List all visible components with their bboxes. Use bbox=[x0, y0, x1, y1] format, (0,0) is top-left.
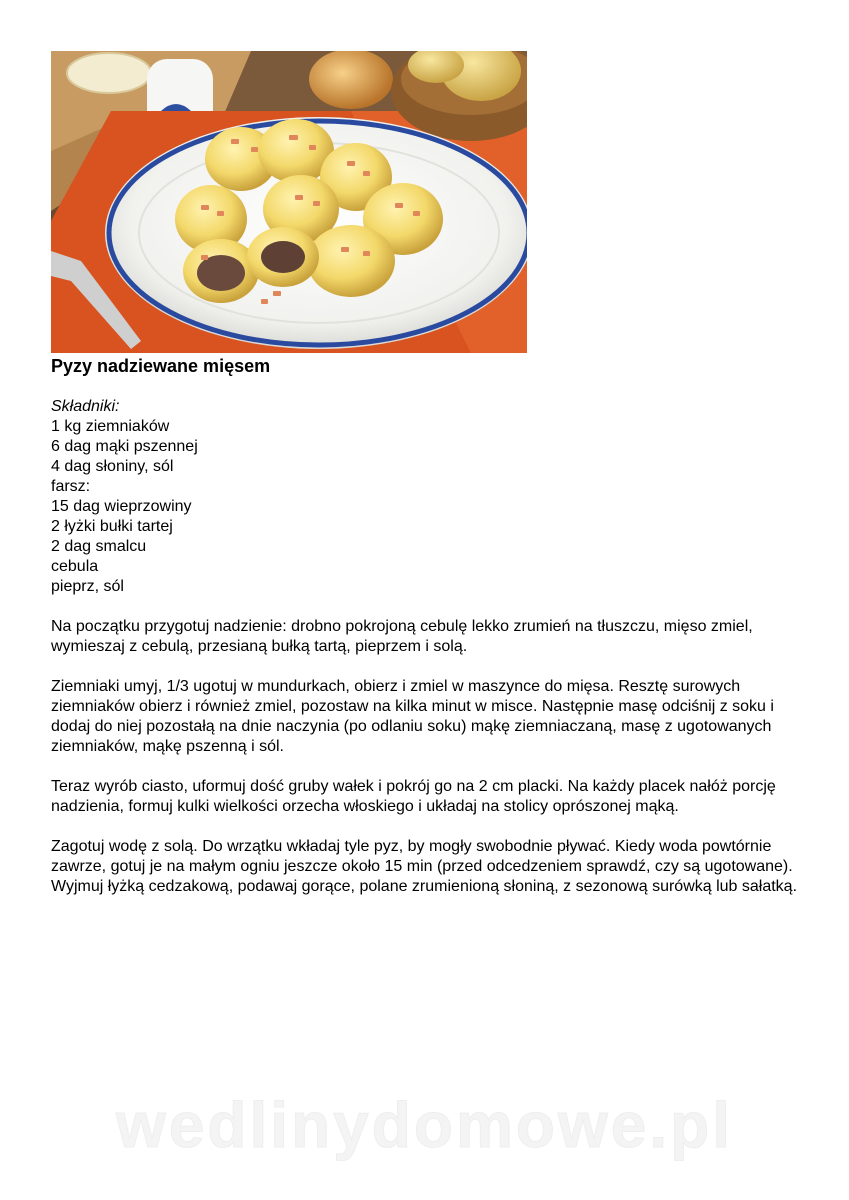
step-paragraph: Na początku przygotuj nadzienie: drobno pokrojoną cebulę lekko zrumień na tłuszczu, mięso zmiel, wymieszaj z cebulą, przesianą bułką tartą, pieprzem i solą. bbox=[51, 618, 753, 655]
site-watermark: wedlinydomowe.pl bbox=[116, 1089, 733, 1161]
step-paragraph: Zagotuj wodę z solą. Do wrzątku wkładaj tyle pyz, by mogły swobodnie pływać. Kiedy woda powtórnie zawrze, gotuj je na małym ogniu jeszcze około 15 min (przed odcedzeniem sprawdź, czy są ugotowane). Wyjmuj łyżką cedzakową, podawaj gorące, polane zrumienioną słoniną, z sezonową surówką lub sałatką. bbox=[51, 838, 798, 895]
preparation-steps bbox=[51, 617, 811, 897]
ingredients-list bbox=[51, 417, 811, 597]
recipe-content bbox=[51, 397, 811, 917]
recipe-title: Pyzy nadziewane mięsem bbox=[51, 356, 271, 376]
recipe-photo bbox=[51, 51, 527, 353]
step-paragraph: Ziemniaki umyj, 1/3 ugotuj w mundurkach, obierz i zmiel w maszynce do mięsa. Resztę surowych ziemniaków obierz i również zmiel, pozostaw na kilka minut w misce. Następnie masę odciśnij z soku i dodaj do niej pozostałą na dnie naczynia (po odlaniu soku) mąkę ziemniaczaną, masę z ugotowanych ziemniaków, mąkę pszenną i sól. bbox=[51, 678, 774, 755]
ingredient-item: 2 dag smalcu bbox=[51, 538, 147, 555]
ingredient-item: 1 kg ziemniaków bbox=[51, 418, 170, 435]
ingredient-item: pieprz, sól bbox=[51, 578, 124, 595]
ingredients-heading: Składniki: bbox=[51, 398, 120, 415]
ingredient-item: cebula bbox=[51, 558, 99, 575]
ingredient-item: 6 dag mąki pszennej bbox=[51, 438, 198, 455]
ingredient-item: 4 dag słoniny, sól bbox=[51, 458, 174, 475]
ingredient-item: 15 dag wieprzowiny bbox=[51, 498, 192, 515]
step-paragraph: Teraz wyrób ciasto, uformuj dość gruby wałek i pokrój go na 2 cm placki. Na każdy placek nałóż porcję nadzienia, formuj kulki wielkości orzecha włoskiego i układaj na stolicy oprószonej mąką. bbox=[51, 778, 776, 815]
ingredient-item: 2 łyżki bułki tartej bbox=[51, 518, 173, 535]
ingredient-item: farsz: bbox=[51, 478, 91, 495]
